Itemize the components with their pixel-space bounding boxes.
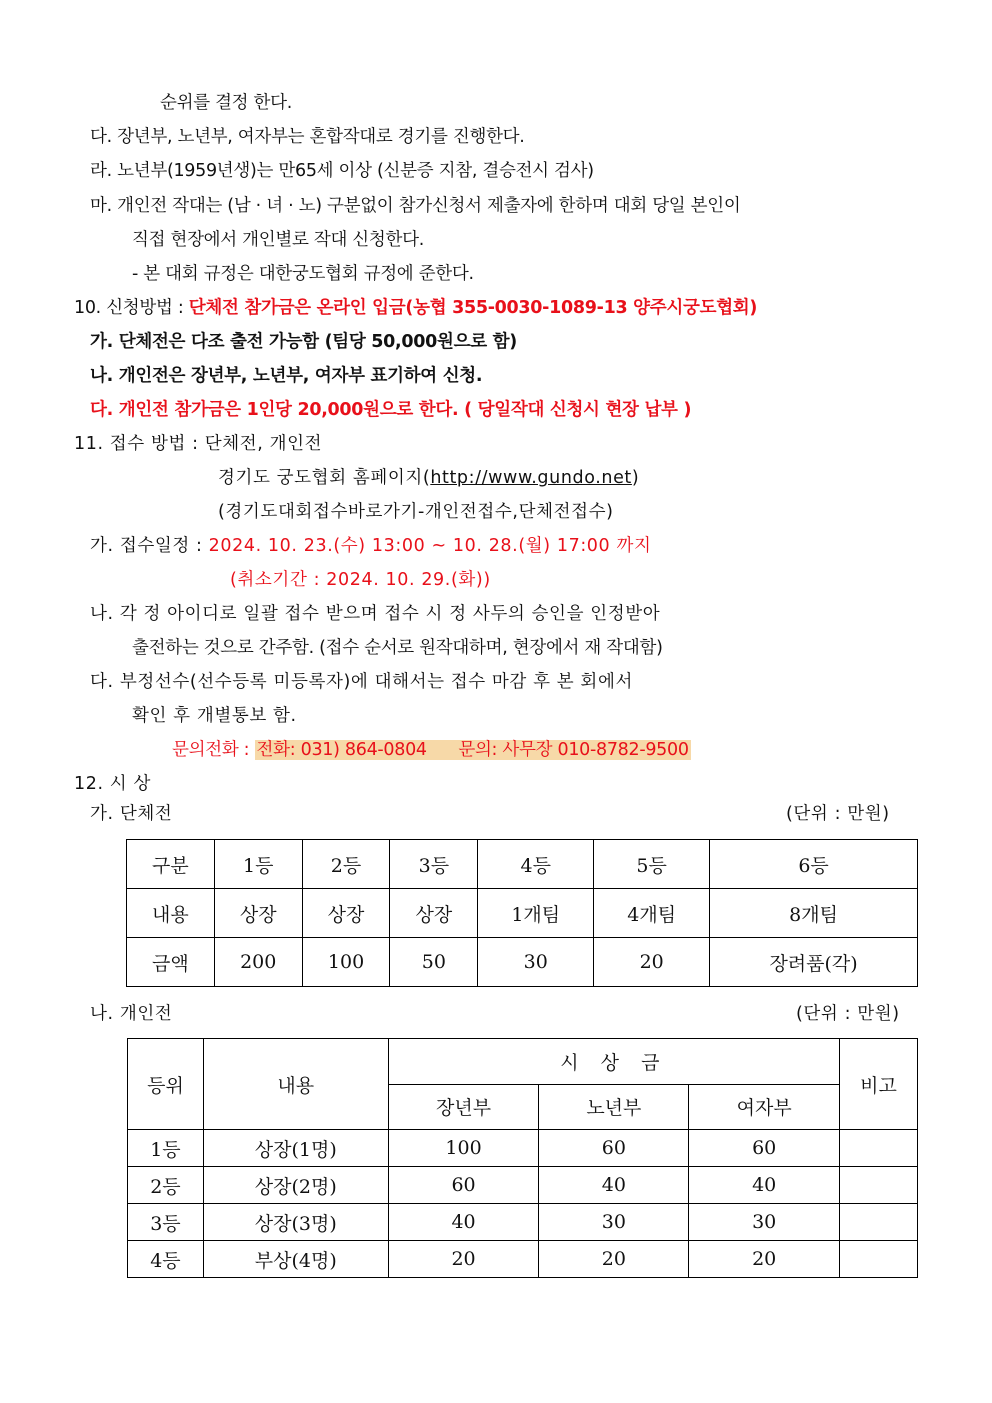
individual-cell bbox=[840, 1204, 918, 1241]
team-unit: (단위 : 만원) bbox=[786, 804, 890, 824]
individual-cell: 3등 bbox=[128, 1204, 204, 1241]
section-11-cancel-period: (취소기간 : 2024. 10. 29.(화)) bbox=[230, 570, 491, 590]
contact-label: 문의전화 : bbox=[172, 740, 255, 760]
team-cell: 50 bbox=[390, 938, 478, 987]
individual-row bbox=[128, 1130, 918, 1167]
individual-cell: 60 bbox=[388, 1167, 539, 1204]
team-cell: 5등 bbox=[594, 840, 710, 889]
line-rules: - 본 대회 규정은 대한궁도협회 규정에 준한다. bbox=[132, 264, 474, 284]
team-label: 가. 단체전 bbox=[90, 804, 173, 824]
header-senior-division: 노년부 bbox=[539, 1084, 689, 1130]
team-cell: 금액 bbox=[127, 938, 215, 987]
contact-line bbox=[172, 739, 691, 761]
individual-cell: 30 bbox=[689, 1204, 840, 1241]
section-11-ga-label: 가. 접수일정 : bbox=[90, 536, 209, 556]
team-cell: 구분 bbox=[127, 840, 215, 889]
individual-cell: 60 bbox=[539, 1130, 689, 1167]
individual-row bbox=[128, 1241, 918, 1278]
team-cell: 8개팀 bbox=[710, 889, 918, 938]
team-cell: 내용 bbox=[127, 889, 215, 938]
section-11-na-1: 나. 각 정 아이디로 일괄 접수 받으며 접수 시 정 사두의 승인을 인정받아 bbox=[90, 604, 661, 624]
team-prize-table bbox=[126, 839, 918, 987]
section-10-fee-account: 단체전 참가금은 온라인 입금(농협 355-0030-1089-13 양주시궁도협회) bbox=[188, 298, 758, 318]
individual-cell: 20 bbox=[689, 1241, 840, 1278]
individual-cell bbox=[840, 1130, 918, 1167]
line-ranking: 순위를 결정 한다. bbox=[160, 93, 293, 113]
header-rank: 등위 bbox=[128, 1039, 204, 1130]
site-link[interactable]: http://www.gundo.net bbox=[430, 468, 632, 488]
section-11-site bbox=[218, 467, 639, 489]
individual-cell: 상장(2명) bbox=[203, 1167, 388, 1204]
section-10-da: 다. 개인전 참가금은 1인당 20,000원으로 한다. ( 당일작대 신청시 현장 납부 ) bbox=[90, 400, 692, 420]
line-senior-age: 라. 노년부(1959년생)는 만65세 이상 (신분증 지참, 결승전시 검사) bbox=[90, 161, 594, 181]
individual-cell: 40 bbox=[689, 1167, 840, 1204]
individual-cell bbox=[840, 1241, 918, 1278]
section-11-da-2: 확인 후 개별통보 함. bbox=[132, 706, 297, 726]
team-cell: 2등 bbox=[302, 840, 390, 889]
individual-cell: 상장(3명) bbox=[203, 1204, 388, 1241]
section-11-na-2: 출전하는 것으로 간주함. (접수 순서로 원작대하며, 현장에서 재 작대함) bbox=[132, 638, 663, 658]
team-cell: 상장 bbox=[302, 889, 390, 938]
team-header-row bbox=[127, 840, 918, 889]
section-11-da-1: 다. 부정선수(선수등록 미등록자)에 대해서는 접수 마감 후 본 회에서 bbox=[90, 672, 633, 692]
team-cell: 1개팀 bbox=[478, 889, 594, 938]
team-cell: 200 bbox=[214, 938, 302, 987]
team-cell: 4등 bbox=[478, 840, 594, 889]
individual-label: 나. 개인전 bbox=[90, 1004, 173, 1024]
section-10-ga: 가. 단체전은 다조 출전 가능함 (팀당 50,000원으로 함) bbox=[90, 332, 517, 352]
header-prize-money: 시 상 금 bbox=[388, 1039, 839, 1085]
section-11-method: 11. 접수 방법 : 단체전, 개인전 bbox=[74, 434, 323, 454]
individual-row bbox=[128, 1167, 918, 1204]
section-10-na: 나. 개인전은 장년부, 노년부, 여자부 표기하여 신청. bbox=[90, 366, 483, 386]
team-cell: 100 bbox=[302, 938, 390, 987]
line-individual-team: 마. 개인전 작대는 (남 · 녀 · 노) 구분없이 참가신청서 제출자에 한하며 대회 당일 본인이 bbox=[90, 196, 741, 216]
site-prefix: 경기도 궁도협회 홈페이지( bbox=[218, 468, 431, 488]
team-cell: 상장 bbox=[214, 889, 302, 938]
individual-cell: 20 bbox=[539, 1241, 689, 1278]
individual-cell: 1등 bbox=[128, 1130, 204, 1167]
header-content: 내용 bbox=[203, 1039, 388, 1130]
line-individual-team-cont: 직접 현장에서 개인별로 작대 신청한다. bbox=[132, 230, 424, 250]
team-cell: 장려품(각) bbox=[710, 938, 918, 987]
team-row bbox=[127, 889, 918, 938]
team-cell: 상장 bbox=[390, 889, 478, 938]
individual-cell: 40 bbox=[388, 1204, 539, 1241]
contact-numbers: 전화: 031) 864-0804 문의: 사무장 010-8782-9500 bbox=[256, 740, 689, 760]
individual-cell: 4등 bbox=[128, 1241, 204, 1278]
team-cell: 1등 bbox=[214, 840, 302, 889]
section-11-ga bbox=[90, 535, 651, 557]
individual-row bbox=[128, 1204, 918, 1241]
section-11-path: (경기도대회접수바로가기-개인전접수,단체전접수) bbox=[218, 502, 614, 522]
individual-cell bbox=[840, 1167, 918, 1204]
team-cell: 20 bbox=[594, 938, 710, 987]
individual-cell: 30 bbox=[539, 1204, 689, 1241]
team-cell: 30 bbox=[478, 938, 594, 987]
individual-prize-table bbox=[127, 1038, 918, 1278]
section-10-application bbox=[74, 297, 757, 319]
header-women-division: 여자부 bbox=[689, 1084, 840, 1130]
team-cell: 6등 bbox=[710, 840, 918, 889]
header-adult-division: 장년부 bbox=[388, 1084, 539, 1130]
team-row bbox=[127, 938, 918, 987]
line-mixed-team: 다. 장년부, 노년부, 여자부는 혼합작대로 경기를 진행한다. bbox=[90, 127, 525, 147]
team-cell: 3등 bbox=[390, 840, 478, 889]
site-suffix: ) bbox=[631, 468, 640, 488]
section-12-awards: 12. 시 상 bbox=[74, 774, 151, 794]
team-cell: 4개팀 bbox=[594, 889, 710, 938]
section-11-schedule: 2024. 10. 23.(수) 13:00 ~ 10. 28.(월) 17:00 까지 bbox=[208, 536, 652, 556]
individual-cell: 상장(1명) bbox=[203, 1130, 388, 1167]
individual-cell: 2등 bbox=[128, 1167, 204, 1204]
individual-cell: 100 bbox=[388, 1130, 539, 1167]
individual-cell: 20 bbox=[388, 1241, 539, 1278]
individual-cell: 부상(4명) bbox=[203, 1241, 388, 1278]
individual-unit: (단위 : 만원) bbox=[796, 1004, 900, 1024]
individual-cell: 60 bbox=[689, 1130, 840, 1167]
individual-cell: 40 bbox=[539, 1167, 689, 1204]
section-10-label: 10. 신청방법 : bbox=[74, 298, 189, 318]
header-note: 비고 bbox=[840, 1039, 918, 1130]
